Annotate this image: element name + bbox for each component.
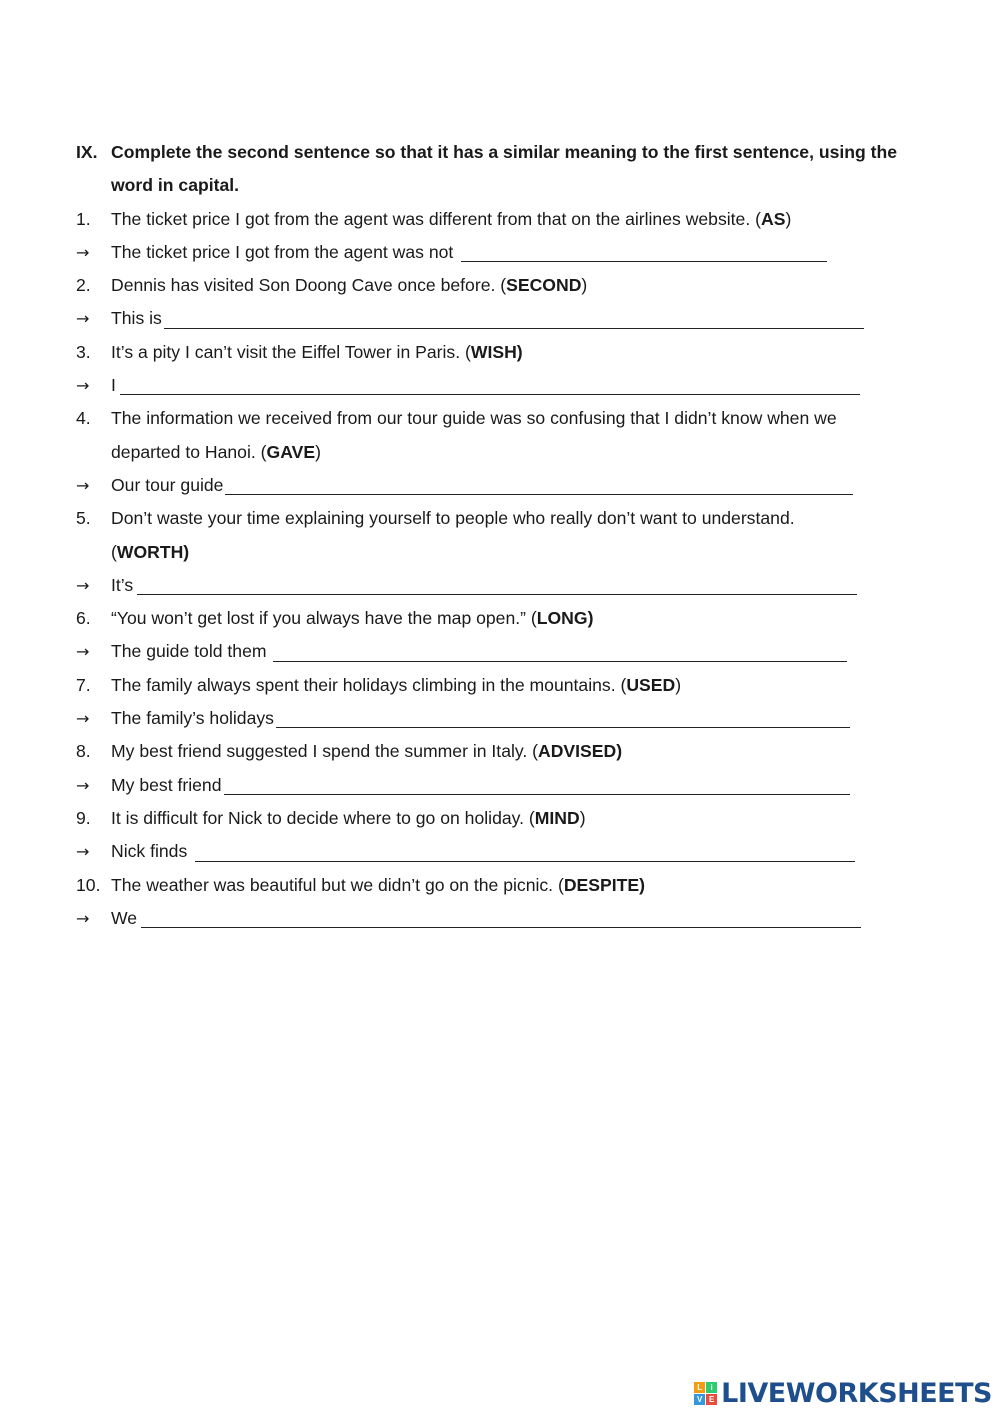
- question-5-cont: [76, 536, 936, 569]
- question-text: The ticket price I got from the agent was different from that on the airlines website. (AS): [111, 208, 792, 229]
- question-text: The information we received from our tour guide was so confusing that I didn’t know when we: [111, 408, 837, 429]
- question-4: [76, 402, 936, 435]
- question-number: 2.: [76, 275, 91, 296]
- question-text: My best friend suggested I spend the summer in Italy. (ADVISED): [111, 741, 623, 762]
- question-number: 7.: [76, 674, 91, 695]
- answer-prompt: My best friend: [111, 774, 222, 795]
- section-number: IX.: [76, 142, 98, 162]
- answer-blank[interactable]: [276, 727, 850, 728]
- question-text: It’s a pity I can’t visit the Eiffel Tower in Paris. (WISH): [111, 341, 523, 362]
- question-text: The weather was beautiful but we didn’t go on the picnic. (DESPITE): [111, 874, 645, 895]
- question-text: It is difficult for Nick to decide where to go on holiday. (MIND): [111, 807, 586, 828]
- answer-prompt: This is: [111, 308, 162, 329]
- answer-row-9: [76, 835, 936, 868]
- arrow-icon: →: [76, 908, 90, 928]
- answer-row-2: [76, 302, 936, 335]
- answer-prompt: We: [111, 907, 138, 928]
- answer-blank[interactable]: [164, 328, 864, 329]
- arrow-icon: →: [76, 475, 90, 495]
- arrow-icon: →: [76, 709, 90, 729]
- answer-row-8: [76, 769, 936, 802]
- answer-row-4: [76, 469, 936, 502]
- question-3: [76, 336, 936, 369]
- worksheet: [76, 136, 936, 935]
- keyword: WISH): [470, 341, 523, 362]
- keyword: LONG): [536, 608, 594, 629]
- question-number: 1.: [76, 208, 91, 229]
- question-number: 10.: [76, 874, 101, 895]
- arrow-icon: →: [76, 642, 90, 662]
- keyword: GAVE: [266, 441, 316, 462]
- answer-prompt: The guide told them: [111, 641, 267, 662]
- question-text: “You won’t get lost if you always have the map open.” (LONG): [111, 608, 594, 629]
- answer-blank[interactable]: [141, 927, 861, 928]
- answer-row-10: [76, 902, 936, 935]
- answer-row-3: [76, 369, 936, 402]
- liveworksheets-icon: L i V E: [694, 1382, 717, 1405]
- answer-prompt: It’s: [111, 574, 134, 595]
- arrow-icon: →: [76, 242, 90, 262]
- brand-text: LIVEWORKSHEETS: [721, 1377, 992, 1409]
- question-number: 9.: [76, 807, 91, 828]
- answer-row-7: [76, 702, 936, 735]
- keyword: MIND: [534, 807, 580, 828]
- answer-row-6: [76, 635, 936, 668]
- arrow-icon: →: [76, 842, 90, 862]
- answer-prompt: I: [111, 375, 116, 396]
- answer-blank[interactable]: [273, 661, 847, 662]
- question-1: [76, 203, 936, 236]
- keyword: ADVISED): [538, 741, 623, 762]
- question-text: The family always spent their holidays climbing in the mountains. (USED): [111, 674, 682, 695]
- answer-blank[interactable]: [120, 394, 860, 395]
- arrow-icon: →: [76, 775, 90, 795]
- question-number: 6.: [76, 608, 91, 629]
- answer-row-5: [76, 569, 936, 602]
- question-text-cont: (WORTH): [111, 541, 190, 562]
- answer-blank[interactable]: [225, 494, 853, 495]
- section-heading-cont: [76, 169, 936, 202]
- section-heading: [76, 136, 936, 169]
- answer-prompt: Our tour guide: [111, 474, 224, 495]
- instruction-line-2: word in capital.: [111, 175, 240, 196]
- question-6: [76, 602, 936, 635]
- question-number: 8.: [76, 741, 91, 762]
- keyword: SECOND: [506, 275, 582, 296]
- question-number: 4.: [76, 408, 91, 429]
- arrow-icon: →: [76, 575, 90, 595]
- question-5: [76, 502, 936, 535]
- question-2: [76, 269, 936, 302]
- question-8: [76, 735, 936, 768]
- question-text: Dennis has visited Son Doong Cave once before. (SECOND): [111, 275, 588, 296]
- question-text-cont: departed to Hanoi. (GAVE): [111, 441, 321, 462]
- keyword: DESPITE): [563, 874, 645, 895]
- question-text: Don’t waste your time explaining yourself to people who really don’t want to understand.: [111, 508, 795, 529]
- question-4-cont: [76, 436, 936, 469]
- question-9: [76, 802, 936, 835]
- answer-prompt: The family’s holidays: [111, 708, 274, 729]
- liveworksheets-logo: [694, 1378, 992, 1408]
- instruction-line-1: Complete the second sentence so that it has a similar meaning to the first sentence, using the: [111, 142, 898, 162]
- question-10: [76, 869, 936, 902]
- keyword: AS: [760, 208, 786, 229]
- answer-blank[interactable]: [461, 261, 827, 262]
- question-number: 3.: [76, 341, 91, 362]
- arrow-icon: →: [76, 309, 90, 329]
- answer-blank[interactable]: [224, 794, 850, 795]
- answer-prompt: Nick finds: [111, 841, 188, 862]
- question-number: 5.: [76, 508, 91, 529]
- arrow-icon: →: [76, 376, 90, 396]
- keyword: USED: [626, 674, 676, 695]
- answer-row-1: [76, 236, 936, 269]
- answer-blank[interactable]: [195, 861, 855, 862]
- keyword: WORTH): [116, 541, 190, 562]
- answer-blank[interactable]: [137, 594, 857, 595]
- question-7: [76, 669, 936, 702]
- answer-prompt: The ticket price I got from the agent was not: [111, 241, 454, 262]
